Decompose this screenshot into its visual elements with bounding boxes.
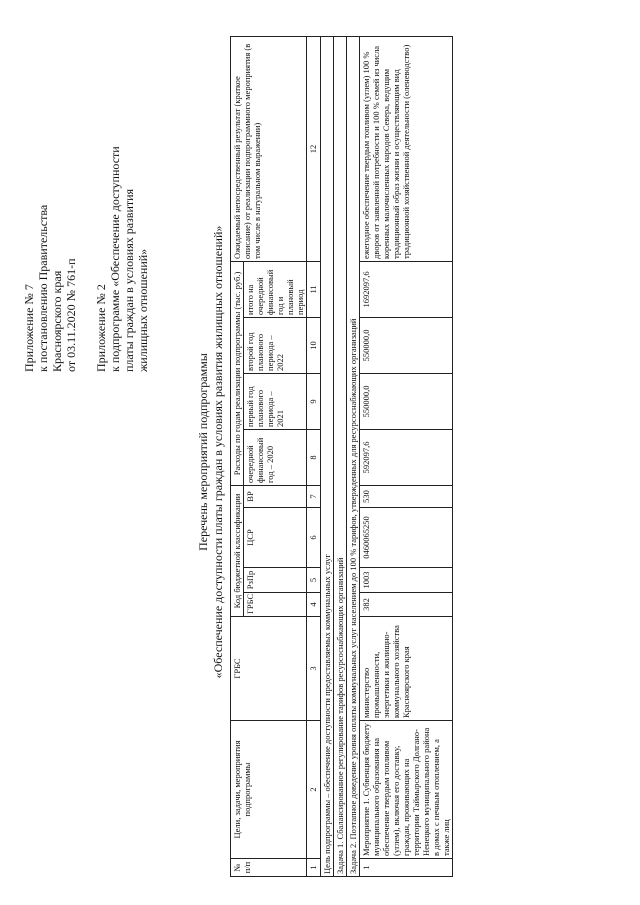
goal-row: Цель подпрограммы – обеспечение доступности предоставляемых коммунальных услуг bbox=[321, 36, 334, 876]
header-total: итого на очередной финансовый год и плановый период bbox=[244, 261, 307, 317]
row-csr: 0460065250 bbox=[360, 508, 453, 568]
header-line: Красноярского края bbox=[50, 270, 64, 372]
header-2020: очередной финансовый год – 2020 bbox=[244, 429, 307, 485]
header-line: к постановлению Правительства bbox=[36, 204, 50, 372]
col-number: 12 bbox=[307, 36, 321, 261]
row-num: 1 bbox=[360, 859, 453, 877]
task-1-row: Задача 1. Сбалансированное регулирование тарифов ресурсоснабжающих организаций bbox=[334, 36, 347, 876]
header-grbs-sub: ГРБС bbox=[244, 593, 307, 617]
header-grbs: ГРБС bbox=[231, 617, 307, 721]
col-number: 3 bbox=[307, 617, 321, 721]
row-total: 1692097,6 bbox=[360, 261, 453, 317]
row-measure-name: Мероприятие 1. Субвенция бюджету муниципального образования на обеспечение твердым топливом (углем), включая его доставку, граждан, проживающих на территории Таймырского Долгано-Ненецкого муниципального района в домах с печным отоплением, а также лиц bbox=[360, 721, 453, 859]
header-line: платы граждан в условиях развития bbox=[122, 188, 136, 372]
header-rzpr: РзПр bbox=[244, 568, 307, 593]
col-number: 1 bbox=[307, 859, 321, 877]
document-title: Перечень мероприятий подпрограммы bbox=[196, 353, 210, 551]
document-page bbox=[10, 12, 630, 892]
row-rzpr: 1003 bbox=[360, 568, 453, 593]
header-2022: второй год планового периода – 2022 bbox=[244, 317, 307, 373]
header-expenses: Расходы по годам реализации подпрограммы (тыс. руб.) bbox=[231, 261, 244, 485]
header-goals: Цели, задачи, мероприятия подпрограммы bbox=[231, 721, 307, 859]
header-line: к подпрограмме «Обеспечение доступности bbox=[108, 146, 122, 372]
header-vr: ВР bbox=[244, 485, 307, 507]
measures-table bbox=[230, 36, 453, 877]
header-2021: первый год планового периода – 2021 bbox=[244, 373, 307, 429]
row-vr: 530 bbox=[360, 485, 453, 507]
col-number: 10 bbox=[307, 317, 321, 373]
row-result: ежегодное обеспечение твердым топливом (углем) 100 % дворов от заявленной потребности и 100 % семей из числа коренных малочисленных народов Севера, ведущим традиционный образ жизни и осуществляющим вид традиционной хозяйственной деятельности (оленеводство) bbox=[360, 36, 453, 261]
row-2020: 592097,6 bbox=[360, 429, 453, 485]
header-num: № п/п bbox=[231, 859, 307, 877]
row-2021: 550000,0 bbox=[360, 373, 453, 429]
col-number: 11 bbox=[307, 261, 321, 317]
col-number: 6 bbox=[307, 508, 321, 568]
col-number: 7 bbox=[307, 485, 321, 507]
col-number: 2 bbox=[307, 721, 321, 859]
column-numbers-row bbox=[307, 36, 321, 876]
appendix-2-header bbox=[94, 146, 150, 372]
header-line: Приложение № 2 bbox=[94, 284, 108, 372]
header-csr: ЦСР bbox=[244, 508, 307, 568]
header-line: жилищных отношений» bbox=[136, 248, 150, 372]
document-subtitle: «Обеспечение доступности платы граждан в условиях развития жилищных отношений» bbox=[211, 225, 225, 679]
table-row bbox=[360, 36, 453, 876]
task-2-row: Задача 2. Поэтапное доведение уровня оплаты коммунальных услуг населением до 100 % тарифов, утвержденных для ресурсоснабжающих организаций bbox=[347, 36, 360, 876]
header-line: от 03.11.2020 № 761-п bbox=[64, 258, 78, 372]
row-grbs-name: министерство промышленности, энергетики и жилищно-коммунального хозяйства Красноярского края bbox=[360, 617, 453, 721]
header-result: Ожидаемый непосредственный результат (краткое описание) от реализации подпрограммного мероприятия (в том числе в натуральном выражении) bbox=[231, 36, 307, 261]
header-budget-code: Код бюджетной классификации bbox=[231, 485, 244, 616]
row-2022: 550000,0 bbox=[360, 317, 453, 373]
col-number: 8 bbox=[307, 429, 321, 485]
row-grbs-code: 382 bbox=[360, 593, 453, 617]
header-line: Приложение № 7 bbox=[22, 284, 36, 372]
appendix-7-header bbox=[22, 205, 78, 372]
col-number: 9 bbox=[307, 373, 321, 429]
col-number: 4 bbox=[307, 593, 321, 617]
col-number: 5 bbox=[307, 568, 321, 593]
